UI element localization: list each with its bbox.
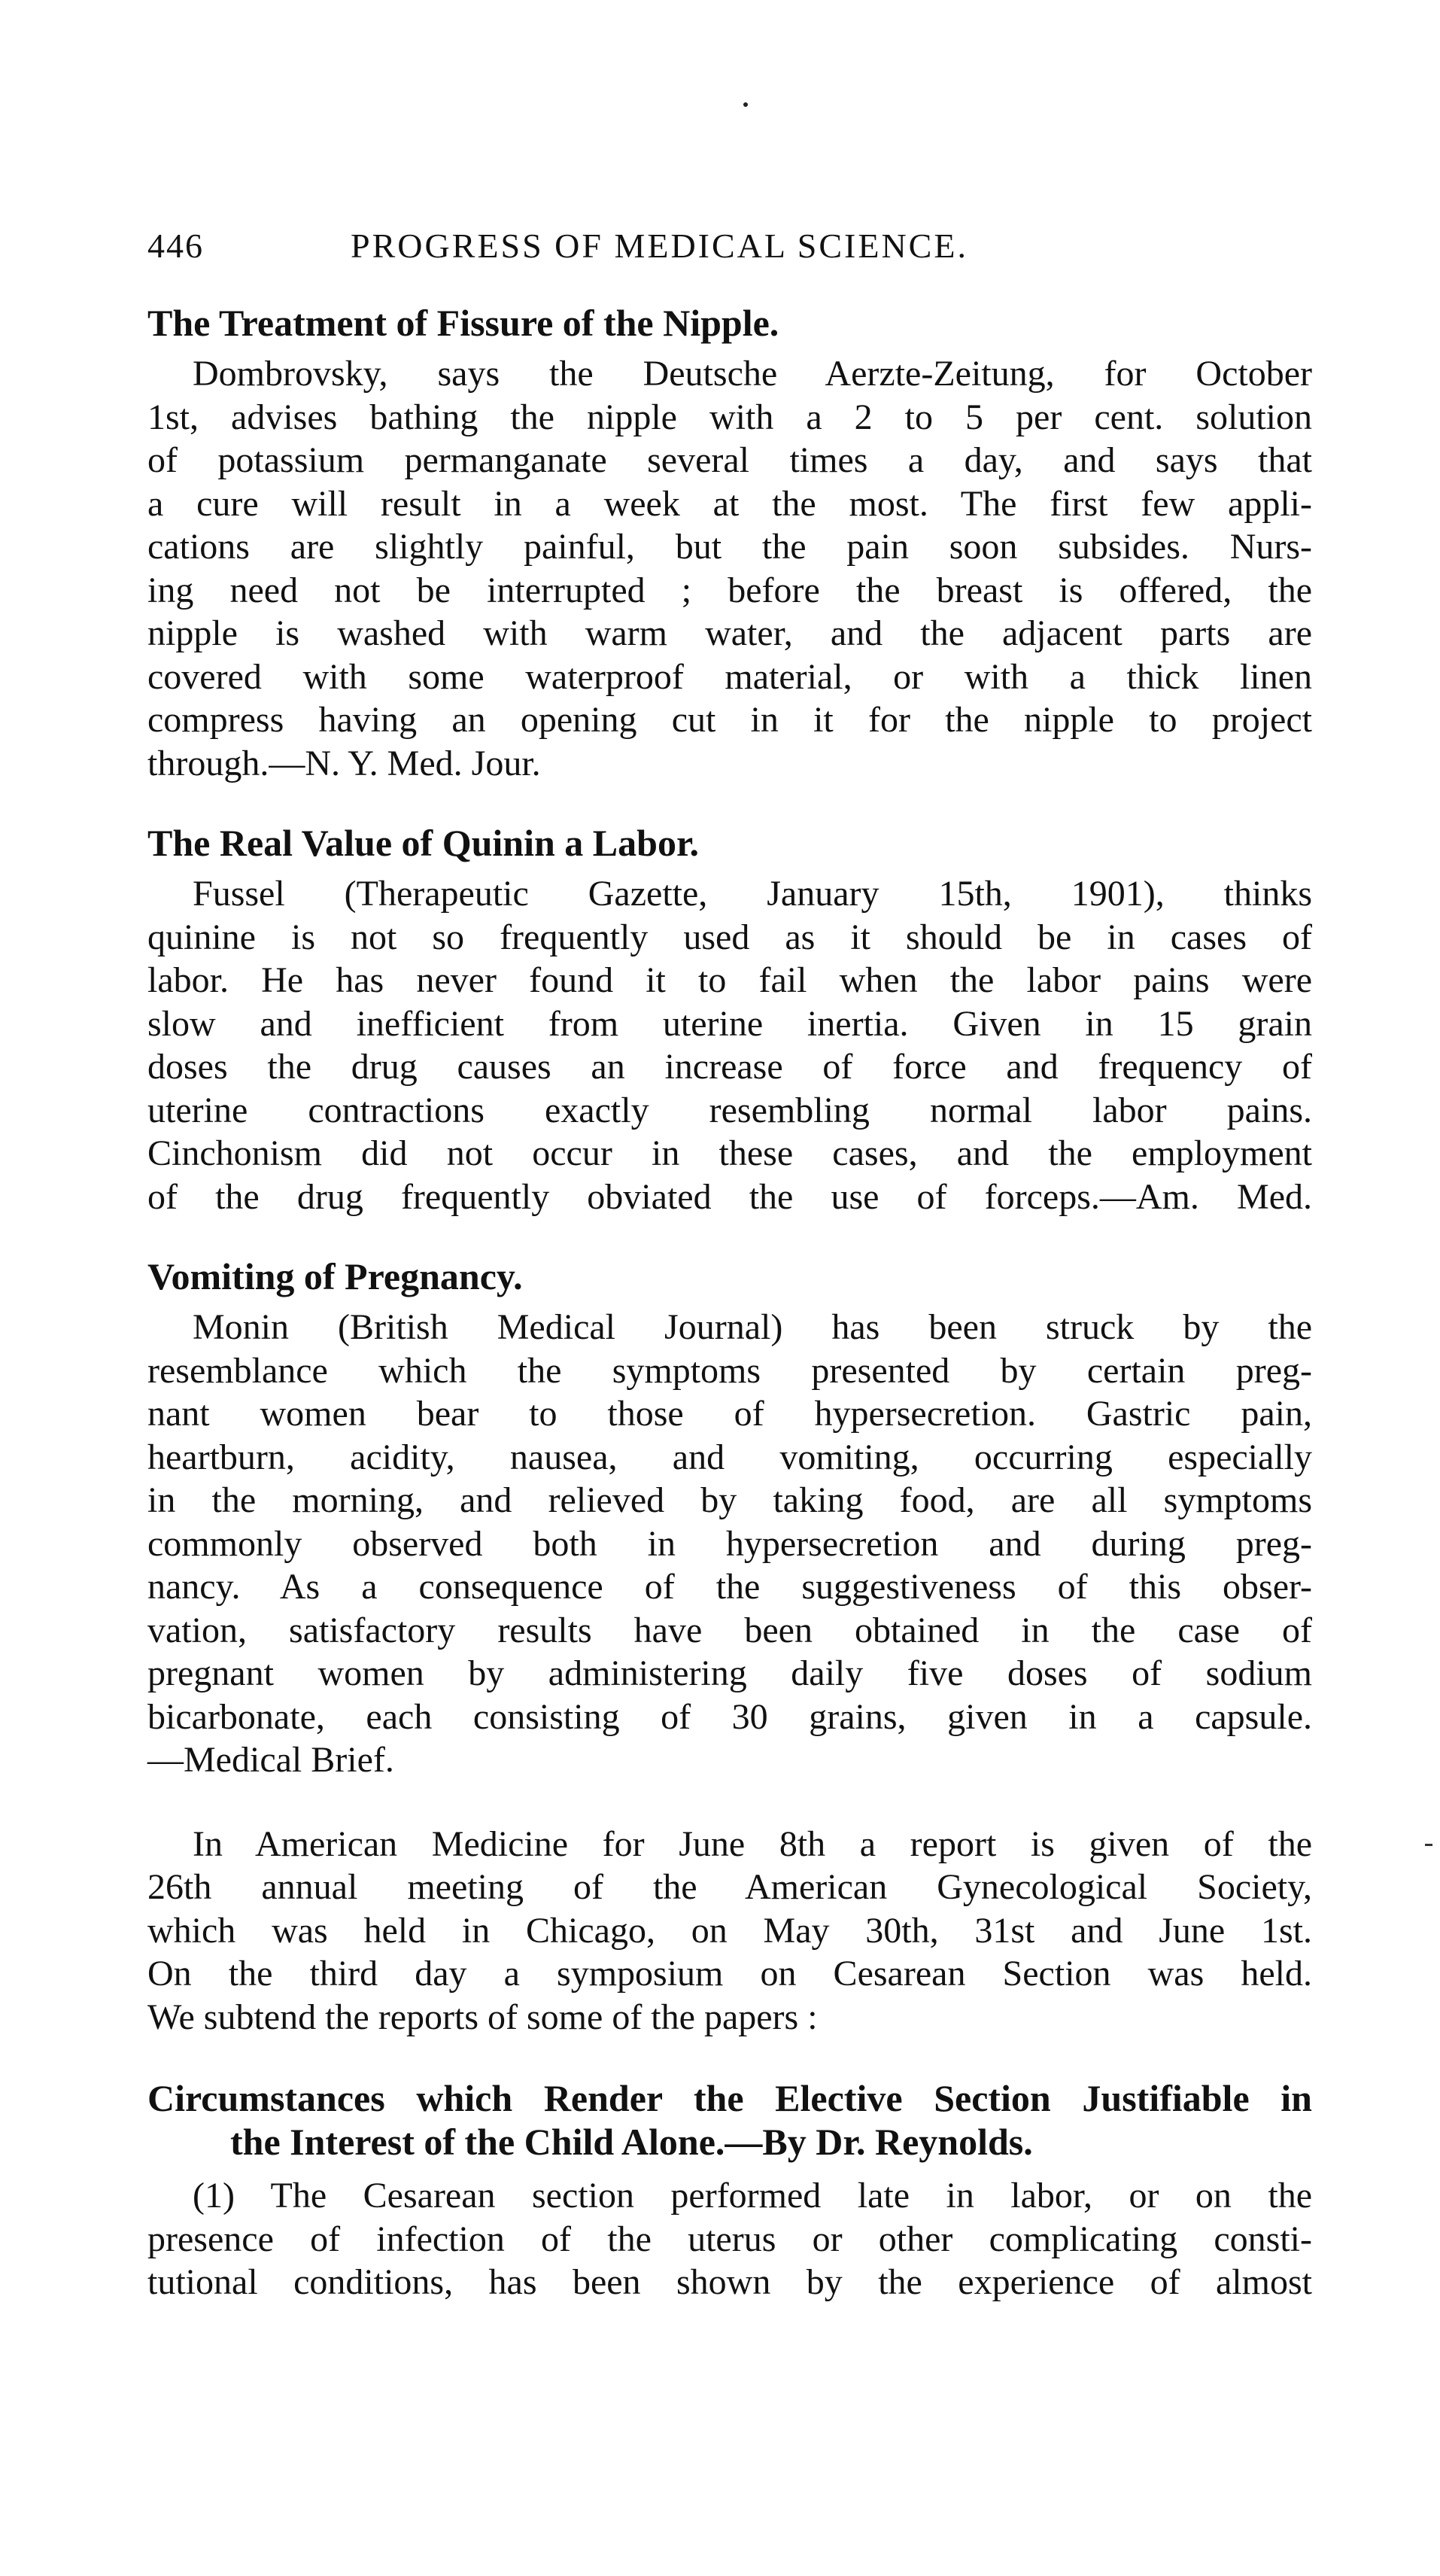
section-heading-quinin: The Real Value of Quinin a Labor. [147, 822, 700, 864]
page-number: 446 [147, 227, 204, 265]
text-line: Fussel (Therapeutic Gazette, January 15th, 1901), thinks [193, 874, 1312, 914]
text-line: tutional conditions, has been shown by the experience of almost [147, 2262, 1312, 2302]
text-line: In American Medicine for June 8th a report is given of the [193, 1823, 1312, 1864]
speck-mark [743, 102, 748, 107]
text-line: presence of infection of the uterus or other complicating consti- [147, 2219, 1312, 2259]
text-line: vation, satisfactory results have been obtained in the case of [147, 1610, 1312, 1650]
text-line: 1st, advises bathing the nipple with a 2 to 5 per cent. solution [147, 397, 1312, 437]
heading-line: the Interest of the Child Alone.—By Dr. Reynolds. [230, 2121, 1033, 2163]
text-line: ing need not be interrupted ; before the breast is offered, the [147, 570, 1312, 610]
text-line: labor. He has never found it to fail when the labor pains were [147, 960, 1312, 1000]
text-line: which was held in Chicago, on May 30th, 31st and June 1st. [147, 1910, 1312, 1951]
text-line: resemblance which the symptoms presented by certain preg- [147, 1350, 1312, 1391]
text-line: compress having an opening cut in it for the nipple to project [147, 700, 1312, 740]
text-line: Cinchonism did not occur in these cases, and the employment [147, 1133, 1312, 1173]
text-line: commonly observed both in hypersecretion and during preg- [147, 1523, 1312, 1564]
heading-line: Circumstances which Render the Elective Section Justifiable in [147, 2077, 1312, 2119]
text-line: through.—N. Y. Med. Jour. [147, 743, 541, 783]
text-line: quinine is not so frequently used as it should be in cases of [147, 917, 1312, 957]
text-line: We subtend the reports of some of the papers : [147, 1997, 818, 2037]
paragraph-fissure [147, 352, 1312, 785]
text-line: Dombrovsky, says the Deutsche Aerzte-Zeitung, for October [193, 354, 1312, 394]
text-line: nipple is washed with warm water, and the adjacent parts are [147, 613, 1312, 653]
margin-mark [1425, 1844, 1432, 1846]
paragraph-quinin [147, 872, 1312, 1218]
page-content [147, 226, 1312, 2304]
running-title: PROGRESS OF MEDICAL SCIENCE. [351, 227, 968, 265]
text-line: doses the drug causes an increase of force and frequency of [147, 1047, 1312, 1087]
paragraph-american-medicine [147, 1823, 1312, 2039]
text-line: in the morning, and relieved by taking food, are all symptoms [147, 1480, 1312, 1520]
running-head [147, 226, 1312, 271]
text-line: heartburn, acidity, nausea, and vomiting, occurring especially [147, 1437, 1312, 1477]
text-line: cations are slightly painful, but the pain soon subsides. Nurs- [147, 527, 1312, 567]
text-line: covered with some waterproof material, or with a thick linen [147, 656, 1312, 697]
paragraph-vomiting [147, 1306, 1312, 1782]
section-heading-vomiting: Vomiting of Pregnancy. [147, 1255, 523, 1297]
paragraph-circumstances [147, 2174, 1312, 2304]
text-line: of potassium permanganate several times a day, and says that [147, 440, 1312, 480]
section-heading-circumstances [147, 2076, 1312, 2164]
text-line: slow and inefficient from uterine inertia. Given in 15 grain [147, 1003, 1312, 1044]
text-line: bicarbonate, each consisting of 30 grains, given in a capsule. [147, 1696, 1312, 1737]
text-line: nancy. As a consequence of the suggestiveness of this obser- [147, 1567, 1312, 1607]
text-line: Monin (British Medical Journal) has been struck by the [193, 1307, 1312, 1347]
text-line: (1) The Cesarean section performed late in labor, or on the [193, 2176, 1312, 2216]
text-line: of the drug frequently obviated the use of forceps.—Am. Med. [147, 1176, 1312, 1217]
section-heading-fissure: The Treatment of Fissure of the Nipple. [147, 302, 779, 344]
text-line: uterine contractions exactly resembling normal labor pains. [147, 1090, 1312, 1130]
text-line: nant women bear to those of hypersecretion. Gastric pain, [147, 1394, 1312, 1434]
text-line: pregnant women by administering daily five doses of sodium [147, 1653, 1312, 1693]
text-line: On the third day a symposium on Cesarean Section was held. [147, 1954, 1312, 1994]
text-line: 26th annual meeting of the American Gynecological Society, [147, 1867, 1312, 1907]
text-line: a cure will result in a week at the most. The first few appli- [147, 483, 1312, 524]
text-line: —Medical Brief. [147, 1740, 394, 1780]
